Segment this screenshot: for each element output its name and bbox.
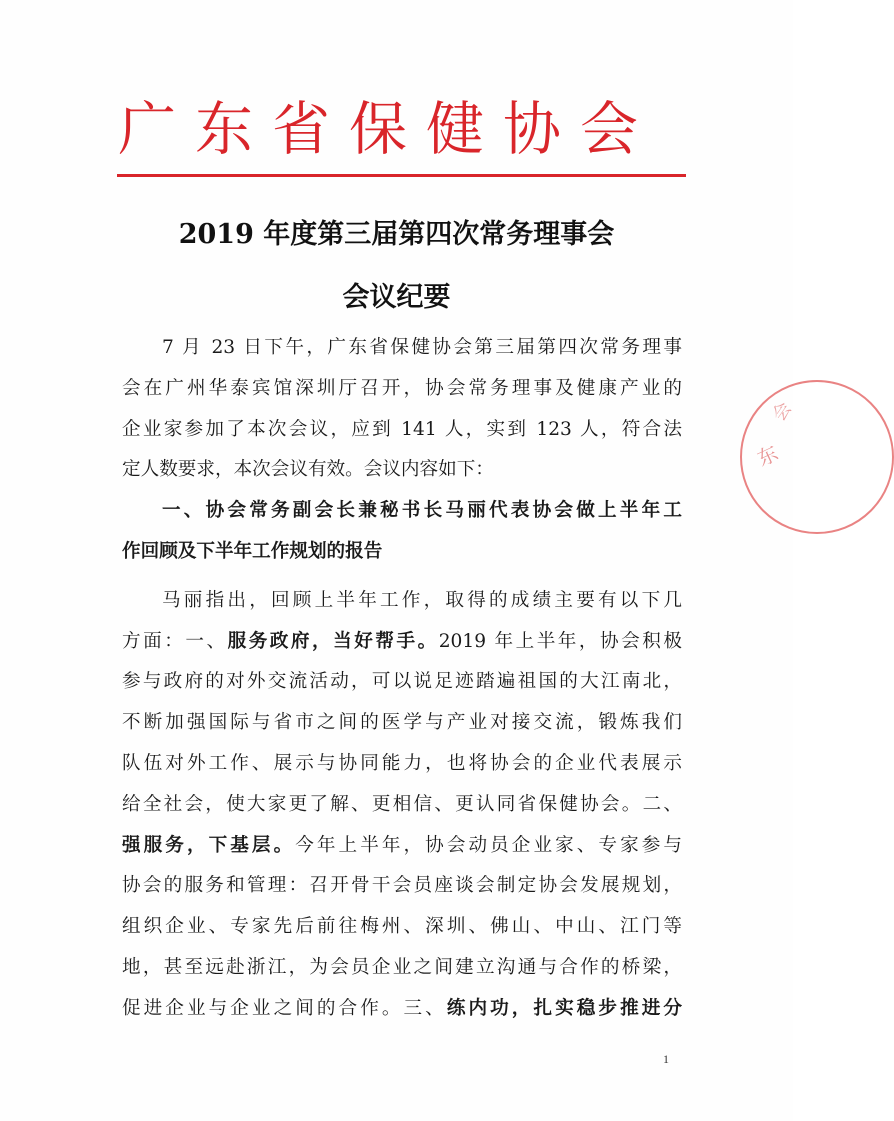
organization-masthead: 广东省保健协会 <box>118 95 658 163</box>
text-run: 2019 年上半年，协会积极 <box>438 630 682 652</box>
seal-character: 会 <box>768 398 796 426</box>
paragraph-line: 队伍对外工作、展示与协同能力，也将协会的企业代表展示 <box>122 752 682 774</box>
paragraph-line: 组织企业、专家先后前往梅州、深圳、佛山、中山、江门等 <box>122 916 682 938</box>
bold-text-run: 服务政府，当好帮手。 <box>227 630 439 652</box>
paragraph-line: 参与政府的对外交流活动，可以说足迹踏遍祖国的大江南北， <box>122 671 682 693</box>
document-body <box>122 328 682 1030</box>
paragraph-line: 协会的服务和管理：召开骨干会员座谈会制定协会发展规划， <box>122 875 682 897</box>
paragraph-line <box>122 622 682 663</box>
paragraph-line: 马丽指出，回顾上半年工作，取得的成绩主要有以下几 <box>162 589 682 611</box>
text-run: 促进企业与企业之间的合作。三、 <box>122 997 447 1019</box>
paragraph-line: 定人数要求，本次会议有效。会议内容如下： <box>122 459 494 481</box>
section-heading-line: 作回顾及下半年工作规划的报告 <box>122 540 383 562</box>
paragraph-line <box>122 989 682 1030</box>
header-divider <box>117 174 686 177</box>
paragraph-line: 会在广州华泰宾馆深圳厅召开，协会常务理事及健康产业的 <box>122 377 682 399</box>
section-heading-line: 一、协会常务副会长兼秘书长马丽代表协会做上半年工 <box>162 500 682 522</box>
paragraph-line: 企业家参加了本次会议，应到 141 人，实到 123 人，符合法 <box>122 418 682 440</box>
paragraph-line: 不断加强国际与省市之间的医学与产业对接交流，锻炼我们 <box>122 712 682 734</box>
bold-text-run: 强服务，下基层。 <box>122 834 296 856</box>
paragraph-line <box>122 826 682 867</box>
page-number: 1 <box>663 1052 669 1066</box>
paragraph-line: 7 月 23 日下午，广东省保健协会第三届第四次常务理事 <box>162 337 682 358</box>
paragraph-line: 给全社会，使大家更了解、更相信、更认同省保健协会。二、 <box>122 793 682 815</box>
paragraph-line: 地，甚至远赴浙江，为会员企业之间建立沟通与合作的桥梁， <box>122 956 682 978</box>
seal-character: 东 <box>753 440 782 471</box>
bold-text-run: 练内功，扎实稳步推进分 <box>446 997 682 1019</box>
document-title-line-1: 2019 年度第三届第四次常务理事会 <box>178 219 615 250</box>
text-run: 方面：一、 <box>122 630 228 652</box>
document-title-line-2: 会议纪要 <box>342 282 451 313</box>
text-run: 今年上半年，协会动员企业家、专家参与 <box>295 834 682 856</box>
